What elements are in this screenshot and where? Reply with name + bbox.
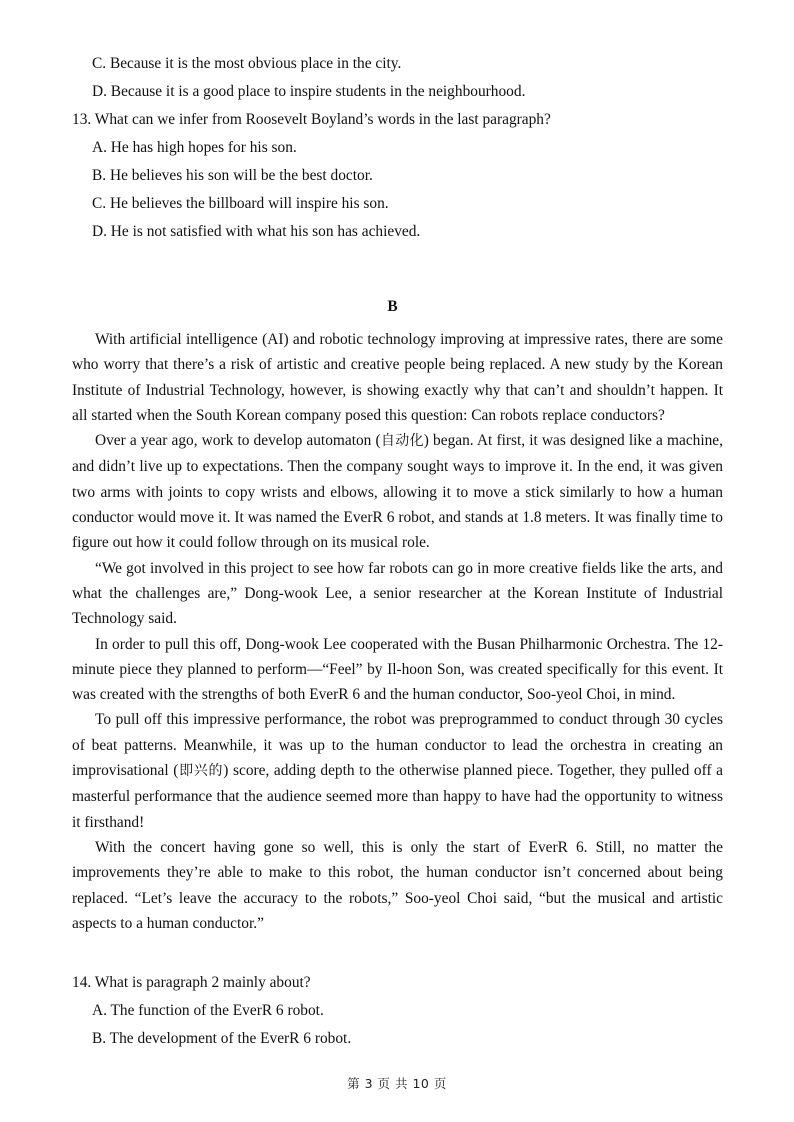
chinese-gloss-improvisational: 即兴的 [178, 763, 224, 780]
paragraph-2-text-before: Over a year ago, work to develop automaton ( [95, 432, 381, 450]
question-13-option-b: B. He believes his son will be the best doctor. [92, 167, 373, 184]
passage-paragraph-6: With the concert having gone so well, this is only the start of EverR 6. Still, no matter the improvements they’re able to make to this robot, the human conductor isn’t concerned about being replaced. “Let’s leave the accuracy to the robots,” Soo-yeol Choi said, “but the musical and artistic aspects to a human conductor.” [72, 838, 723, 932]
question-13-option-a: A. He has high hopes for his son. [92, 139, 297, 156]
section-spacer [72, 246, 723, 296]
passage-paragraph-1: With artificial intelligence (AI) and robotic technology improving at impressive rates, there are some who worry that there’s a risk of artistic and creative people being replaced. A new study by the Korean Institute of Industrial Technology, however, is showing exactly why that can’t and shouldn’t happen. It all started when the South Korean company posed this question: Can robots replace conductors? [72, 331, 723, 424]
chinese-gloss-automation: 自动化 [380, 433, 424, 450]
question-14-option-a: A. The function of the EverR 6 robot. [92, 1002, 324, 1020]
passage-paragraph-4: In order to pull this off, Dong-wook Lee cooperated with the Busan Philharmonic Orchestra. The 12-minute piece they planned to perform—“Feel” by Il-hoon Son, was created specifically for this event. It was created with the strengths of both EverR 6 and the human conductor, Soo-yeol Choi, in mind. [72, 635, 723, 704]
paragraph-5-text-after: ) score, adding depth to the otherwise planned piece. Together, they pulled off a masterful performance that the audience seemed more than happy to have had the opportunity to witness it firsthand! [72, 762, 724, 831]
question-spacer [72, 936, 723, 969]
question-14-option-b: B. The development of the EverR 6 robot. [92, 1030, 352, 1048]
passage-paragraph-5 [72, 707, 723, 834]
page-footer: 第 3 页 共 10 页 [347, 1076, 447, 1091]
passage-paragraph-3: “We got involved in this project to see how far robots can go in more creative fields like the arts, and what the challenges are,” Dong-wook Lee, a senior researcher at the Korean Institute of Industrial Technology said. [72, 559, 723, 628]
page-content [72, 50, 723, 1053]
question-13-option-d: D. He is not satisfied with what his son has achieved. [92, 223, 421, 240]
heading-spacer [72, 318, 723, 327]
paragraph-5-text-before: To pull off this impressive performance, the robot was preprogrammed to conduct through 30 cycles of beat patterns. Meanwhile, it was up to the human conductor to lead the orchestra in creating an improvisational ( [72, 711, 723, 780]
question-option: C. Because it is the most obvious place in the city. [92, 55, 402, 72]
question-option: D. Because it is a good place to inspire students in the neighbourhood. [92, 83, 526, 100]
paragraph-2-text-after: ) began. At first, it was designed like a machine, and didn’t live up to expectations. Then the company sought ways to improve it. In the end, it was given two arms with joints to copy wrists and elbows, allowing it to move a stick similarly to how a human conductor would move it. It was named the EverR 6 robot, and stands at 1.8 meters. It was finally time to figure out how it could follow through on its musical role. [72, 432, 723, 552]
passage-b-heading: B [387, 298, 398, 315]
passage-paragraph-2 [72, 428, 723, 555]
question-13-option-c: C. He believes the billboard will inspire his son. [92, 195, 389, 212]
question-14-stem: 14. What is paragraph 2 mainly about? [72, 974, 311, 992]
question-13-stem: 13. What can we infer from Roosevelt Boyland’s words in the last paragraph? [72, 111, 551, 128]
